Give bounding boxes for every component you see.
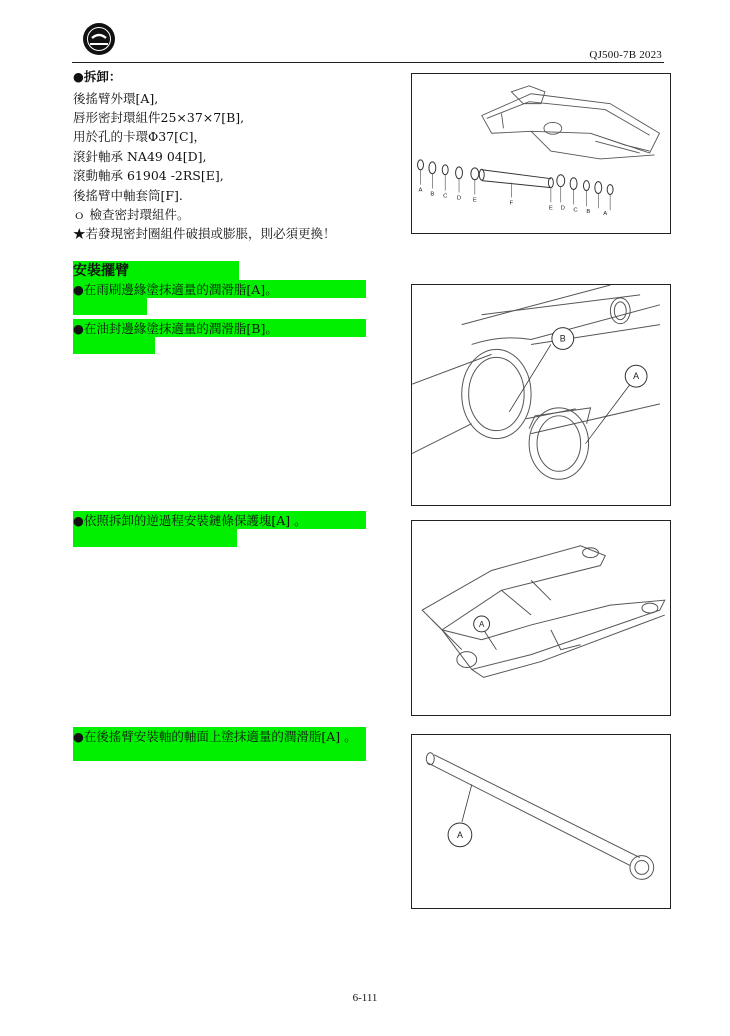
fig4-label-a: A — [456, 829, 463, 840]
install-step-4: ●在後搖臂安裝軸的軸面上塗抹適量的潤滑脂[A] 。 — [73, 729, 357, 744]
fig1-label: C — [573, 207, 578, 214]
step2-highlight-tail — [73, 337, 155, 354]
removal-warning: ★若發現密封圈組件破損或膨脹，則必須更換！ — [73, 226, 336, 241]
removal-line: 唇形密封環組件25×37×7[B], — [73, 110, 245, 125]
install-heading: 安裝擺臂 — [73, 263, 129, 279]
fig1-label: B — [586, 209, 591, 216]
install-step-3: ●依照拆卸的逆過程安裝鏈條保護塊[A] 。 — [73, 513, 307, 528]
removal-line: 滾針軸承 NA49 04[D], — [73, 149, 207, 164]
figure-pivot-shaft — [411, 734, 671, 909]
model-code: QJ500-7B 2023 — [589, 49, 662, 61]
step4-highlight-tail — [73, 745, 366, 761]
fig1-label: A — [418, 187, 423, 194]
header-divider — [72, 62, 664, 63]
removal-line: 後搖臂外環[A], — [73, 91, 159, 106]
step1-highlight-tail — [73, 298, 147, 315]
fig1-label: A — [603, 211, 608, 218]
fig1-label: E — [548, 205, 553, 212]
removal-line: ｏ 檢查密封環組件。 — [73, 207, 190, 222]
figure-seal-grease — [411, 284, 671, 506]
fig3-label-a: A — [478, 619, 485, 629]
fig1-label: B — [430, 191, 435, 198]
fig1-label: F — [509, 200, 514, 207]
install-step-2: ●在油封邊緣塗抹適量的潤滑脂[B]。 — [73, 321, 278, 336]
fig1-label: D — [456, 195, 462, 202]
page-number: 6-111 — [352, 992, 378, 1004]
fig1-label: E — [472, 197, 477, 204]
fig2-label-b: B — [559, 333, 566, 344]
brand-logo — [82, 22, 116, 56]
figure-chain-guard — [411, 520, 671, 716]
step3-highlight-tail — [73, 529, 237, 547]
fig2-label-a: A — [633, 371, 640, 382]
figure-swingarm-exploded — [411, 73, 671, 234]
removal-line: 用於孔的卡環Φ37[C]， — [73, 129, 206, 144]
removal-line: 滾動軸承 61904 -2RS[E], — [73, 168, 224, 183]
removal-line: 後搖臂中軸套筒[F]. — [73, 188, 183, 203]
fig1-label: C — [443, 193, 448, 200]
removal-heading: ●拆卸： — [73, 69, 122, 84]
fig1-label: D — [560, 205, 565, 212]
install-step-1: ●在雨刷邊緣塗抹適量的潤滑脂[A]。 — [73, 282, 278, 297]
